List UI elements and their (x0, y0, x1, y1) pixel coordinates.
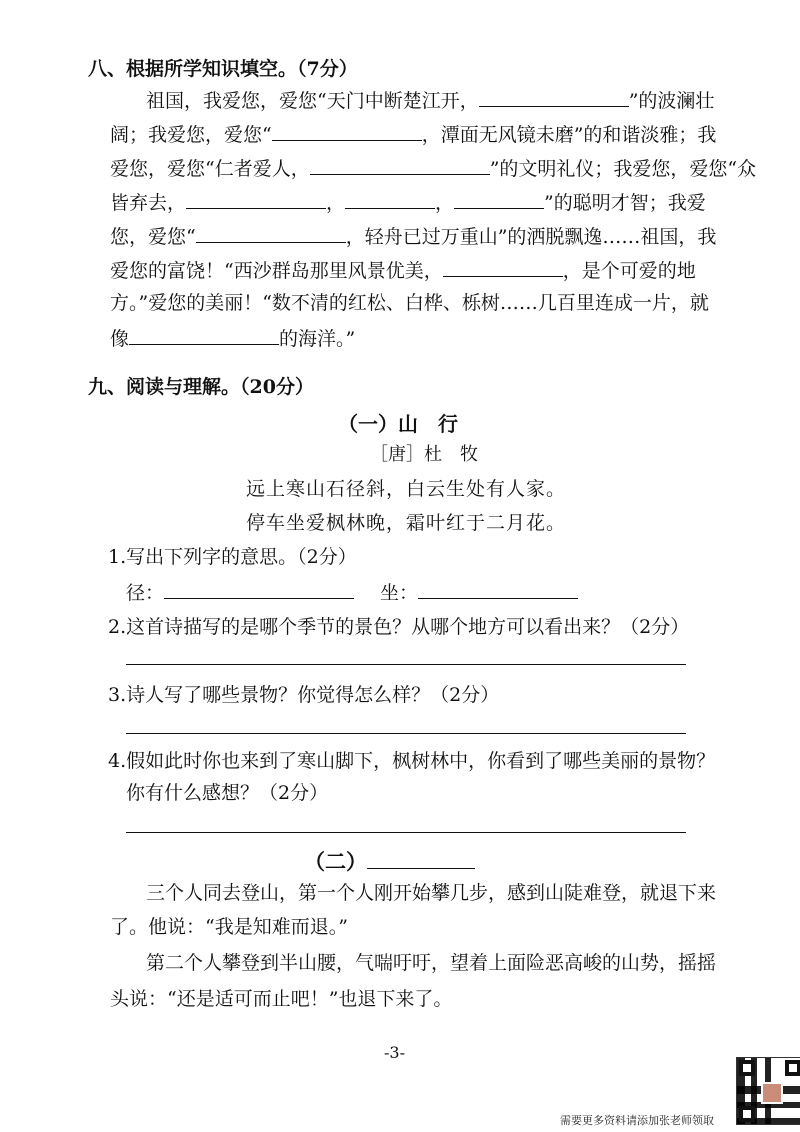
fill-line-5 (110, 222, 716, 250)
qr-corner (739, 1106, 755, 1122)
avatar (761, 1082, 783, 1104)
text: ”的波澜壮 (628, 90, 715, 112)
section8-title: 八、根据所学知识填空。（7分） (88, 58, 358, 80)
label-jing: 径： (126, 582, 165, 604)
question-2: 2.这首诗描写的是哪个季节的景色？从哪个地方可以看出来？（2分） (108, 616, 690, 638)
question-1: 1.写出下列字的意思。（2分） (108, 546, 357, 568)
text: 爱您，爱您“仁者爱人， (110, 158, 310, 180)
poem-line-1: 远上寒山石径斜，白云生处有人家。 (246, 478, 567, 500)
passage2-p2-line1: 第二个人攀登到半山腰，气喘吁吁，望着上面险恶高峻的山势，摇摇 (146, 952, 717, 974)
passage2-p1-line2: 了。他说：“我是知难而退。” (110, 916, 348, 938)
text: 方。”爱您的美丽！“数不清的红松、白桦、栎树……几百里连成一片，就 (110, 292, 709, 314)
text: 阔；我爱您，爱您“ (110, 124, 272, 146)
text: 爱您的富饶！“西沙群岛那里风景优美， (110, 260, 443, 282)
fill-line-7 (110, 290, 709, 316)
text: ， (435, 192, 455, 214)
fill-line-4 (110, 188, 706, 216)
footer-note: 需要更多资料请添加张老师领取 (560, 1114, 714, 1127)
passage2-p2-line2: 头说：“还是适可而止吧！”也退下来了。 (110, 988, 453, 1010)
question-4-line-2: 你有什么感想？（2分） (126, 782, 329, 804)
q4-answer-line[interactable] (126, 832, 686, 833)
text: ”的聪明才智；我爱 (544, 192, 706, 214)
fill-blank[interactable] (186, 188, 326, 209)
text: 您，爱您“ (110, 226, 196, 248)
fill-line-6 (110, 256, 696, 284)
qr-code[interactable] (736, 1057, 800, 1125)
question-3: 3.诗人写了哪些景物？你觉得怎么样？（2分） (108, 684, 500, 706)
text: 的海洋。” (279, 328, 356, 350)
passage2-title-blank[interactable] (367, 846, 475, 869)
fill-line-2 (110, 120, 716, 148)
page-number: -3- (384, 1043, 405, 1062)
fill-blank[interactable] (454, 188, 544, 209)
text: ，潭面无风镜未磨”的和谐淡雅；我 (421, 124, 717, 146)
text: ，轻舟已过万重山”的洒脱飘逸……祖国，我 (345, 226, 717, 248)
passage2-heading-text: （二） (304, 849, 367, 874)
fill-blank[interactable] (129, 324, 279, 345)
text: 皆弃去， (110, 192, 187, 214)
qr-corner (785, 1060, 800, 1076)
text: ”的文明礼仪；我爱您，爱您“众 (489, 158, 757, 180)
section9-title: 九、阅读与理解。（20分） (88, 376, 314, 398)
label-zuo: 坐： (380, 582, 419, 604)
q3-answer-line[interactable] (126, 733, 686, 734)
qr-corner (739, 1060, 755, 1076)
poem-line-2: 停车坐爱枫林晚，霜叶红于二月花。 (246, 512, 567, 534)
q1-zuo-row (380, 578, 578, 606)
question-4-line-1: 4.假如此时你也来到了寒山脚下，枫树林中，你看到了哪些美丽的景物？ (108, 750, 716, 772)
jing-answer-blank[interactable] (164, 578, 354, 599)
fill-blank[interactable] (272, 120, 422, 141)
passage2-heading (304, 846, 475, 876)
q2-answer-line[interactable] (126, 664, 686, 665)
poem-heading: （一）山 行 (338, 412, 458, 436)
zuo-answer-blank[interactable] (418, 578, 578, 599)
fill-blank[interactable] (443, 256, 563, 277)
fill-line-1 (146, 86, 714, 114)
q1-jing-row (126, 578, 354, 606)
fill-blank[interactable] (196, 222, 346, 243)
fill-blank[interactable] (345, 188, 435, 209)
fill-blank[interactable] (479, 86, 629, 107)
text: 像 (110, 328, 130, 350)
text: 祖国，我爱您，爱您“天门中断楚江开， (146, 90, 479, 112)
passage2-p1-line1: 三个人同去登山，第一个人刚开始攀几步，感到山陡难登，就退下来 (146, 882, 717, 904)
fill-blank[interactable] (310, 154, 490, 175)
fill-line-3 (110, 154, 756, 182)
poem-author: ［唐］杜 牧 (370, 444, 478, 465)
fill-line-8 (110, 324, 355, 352)
text: ，是个可爱的地 (562, 260, 696, 282)
text: ， (326, 192, 346, 214)
